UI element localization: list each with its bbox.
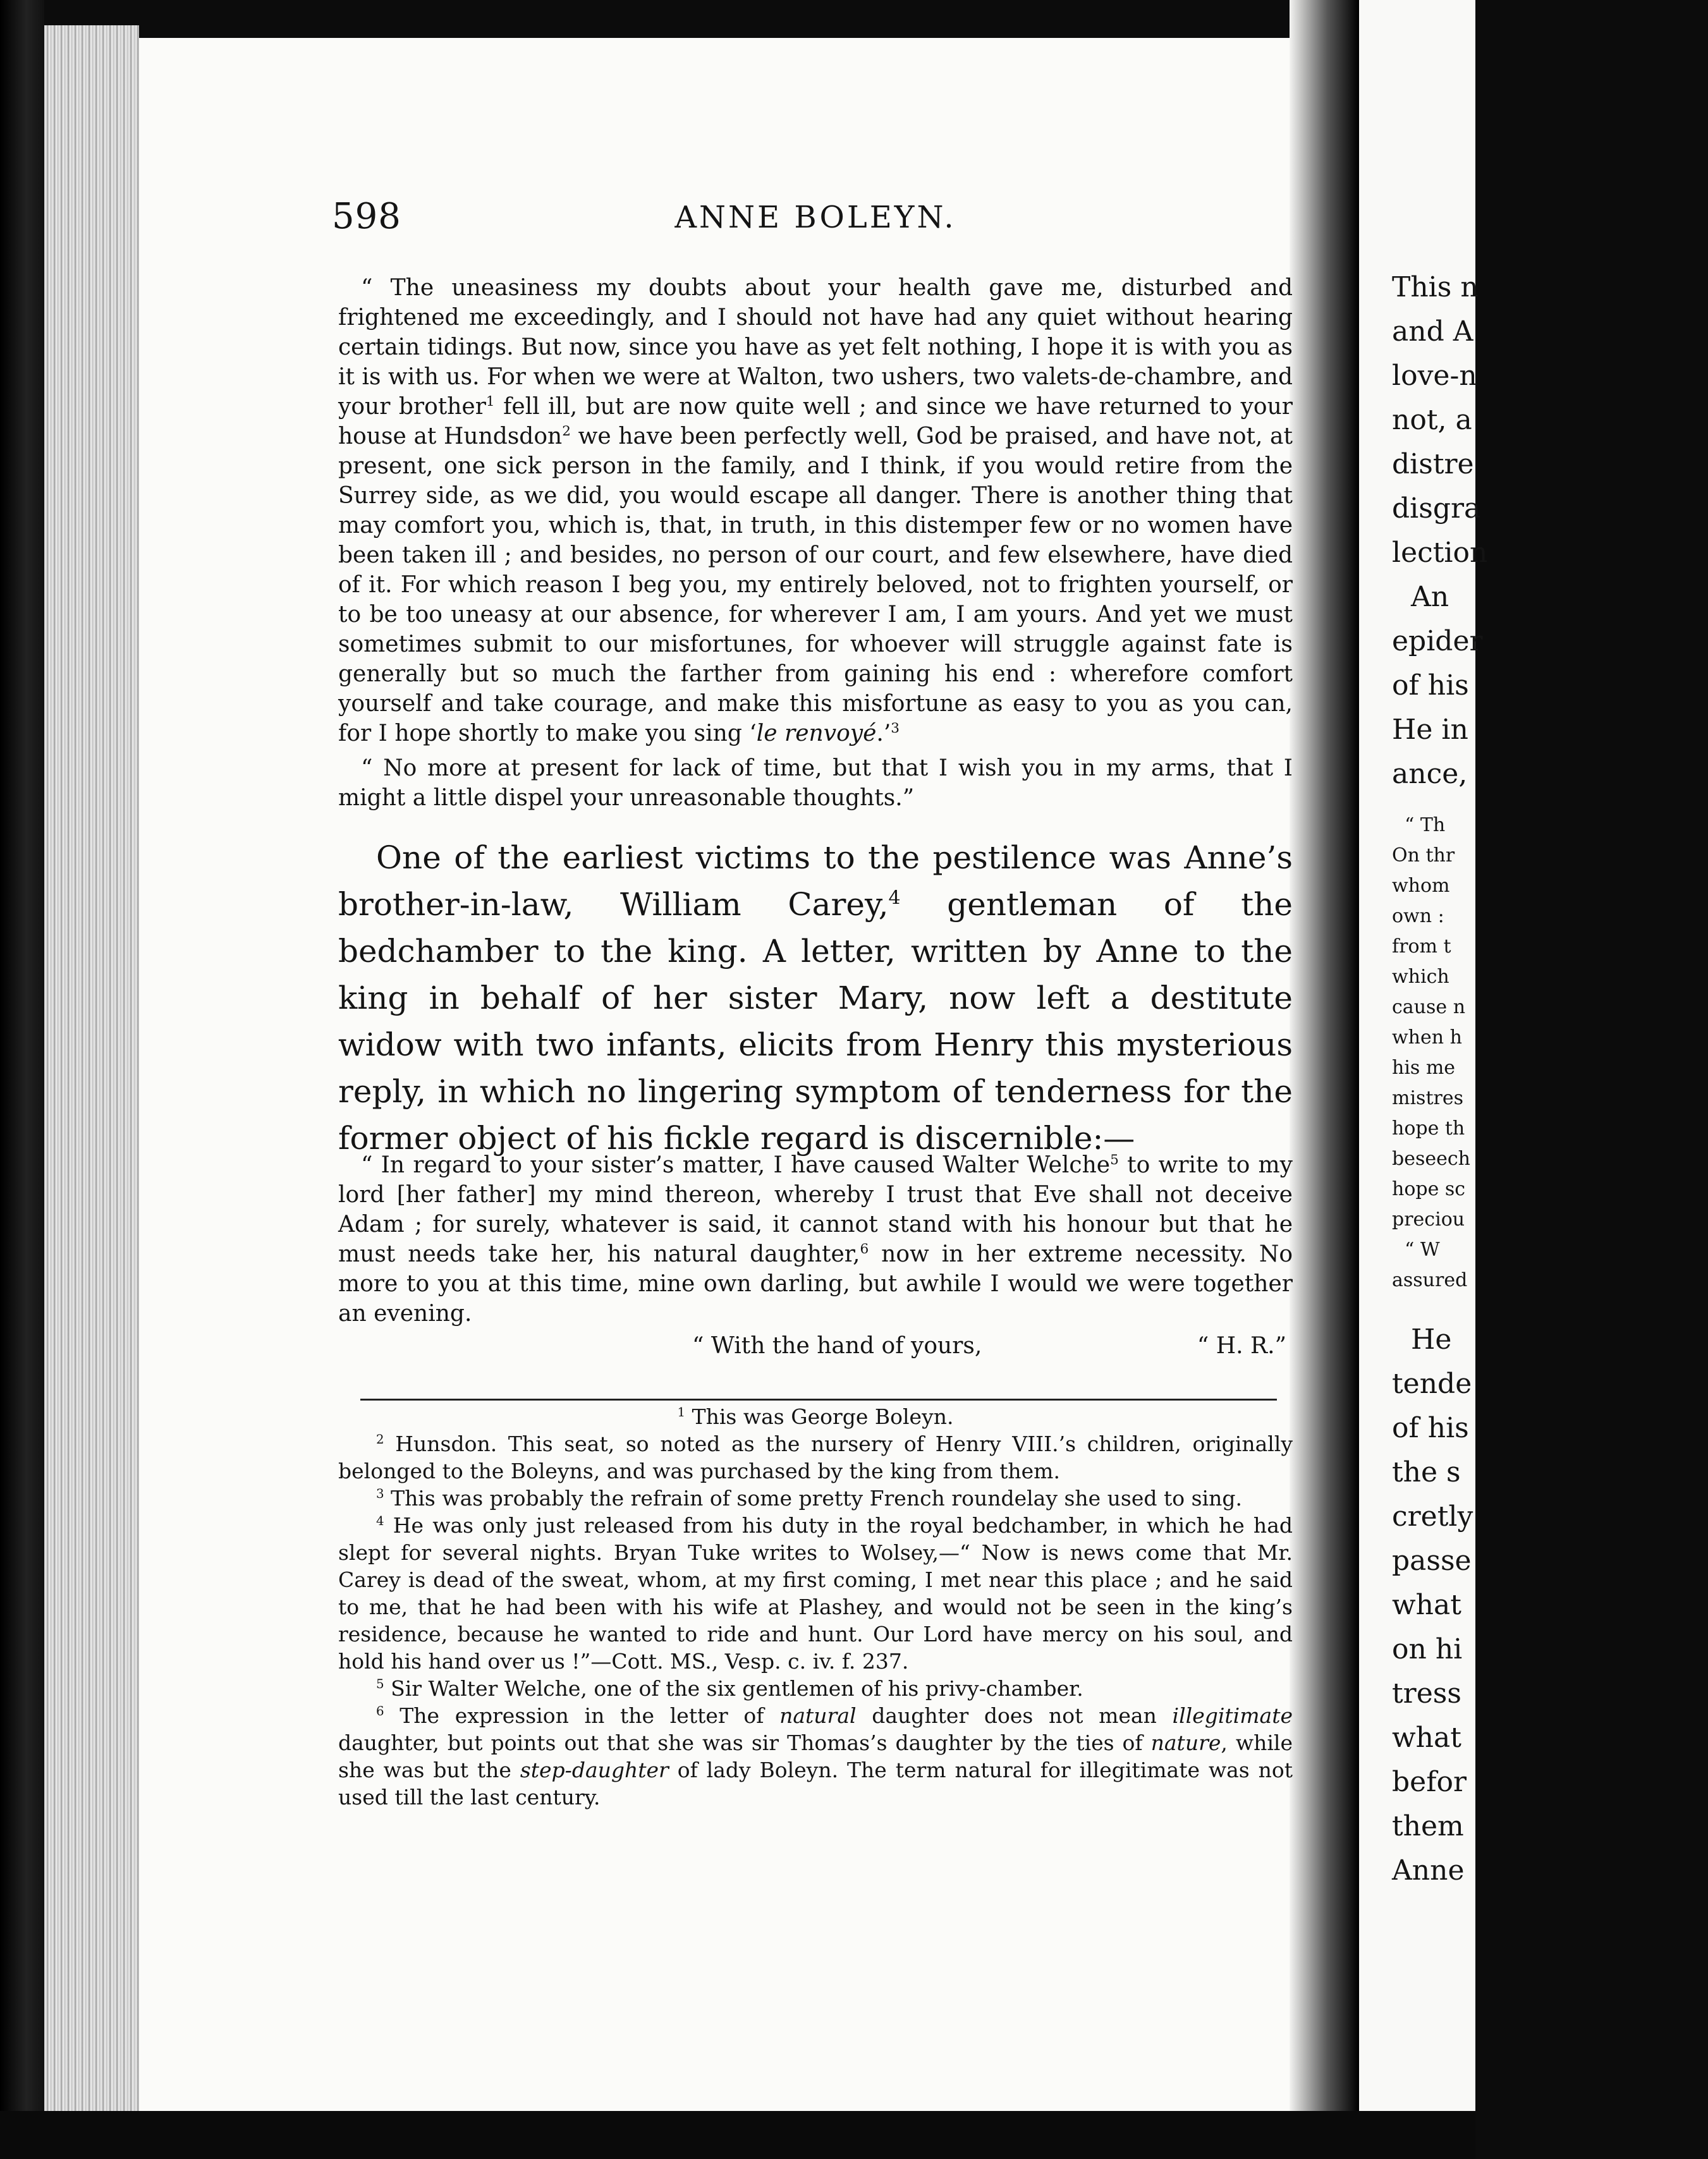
narrative-paragraph: One of the earliest victims to the pestilence was Anne’s brother-in-law, William Carey,$^4$ gentleman of the bedchamber to the king. A letter, written by Anne to the king in behalf of her sister Mary, now left a destitute widow with two infants, elicits from Henry this mysterious reply, in which no lingering symptom of tenderness for the former object of his fickle regard is discernible:— <box>338 839 1293 1157</box>
facing-line: hope th <box>1392 1117 1465 1140</box>
footnotes <box>338 1403 1293 1811</box>
facing-line: and A <box>1392 315 1473 348</box>
letter-signoff <box>338 1331 1293 1364</box>
letter-signature: “ H. R.” <box>1197 1333 1286 1359</box>
facing-page-bottom-lines <box>1392 1318 1708 1893</box>
facing-line: hope sc <box>1392 1178 1466 1200</box>
facing-line: “ Th <box>1405 814 1446 836</box>
facing-line: tende <box>1392 1368 1472 1400</box>
facing-line: assured <box>1392 1269 1468 1291</box>
facing-line: distre <box>1392 448 1474 480</box>
facing-line: preciou <box>1392 1208 1465 1231</box>
book-gutter <box>1290 0 1359 2159</box>
facing-line: when h <box>1392 1026 1462 1049</box>
facing-line: “ W <box>1405 1239 1440 1261</box>
page-edges <box>44 25 139 2159</box>
facing-line: On thr <box>1392 844 1455 867</box>
facing-line: disgra <box>1392 492 1481 525</box>
book-spine-shadow <box>0 0 44 2159</box>
footnote-mark: 6 <box>860 1241 869 1257</box>
footnote: $^6$ The expression in the letter of natural daughter does not mean illegitimate daughter, but points out that she was sir Thomas’s daughter by the ties of nature, while she was but the step-daughter of lady Boleyn. The term natural for illegitimate was not used till the last century. <box>338 1703 1293 1809</box>
facing-line: own : <box>1392 905 1444 927</box>
facing-line: beseech <box>1392 1148 1470 1170</box>
facing-page-small-lines <box>1392 810 1708 1296</box>
facing-line: what <box>1392 1589 1461 1621</box>
facing-line: cretly <box>1392 1500 1473 1533</box>
footnote-divider <box>360 1399 1277 1401</box>
footnote: $^3$ This was probably the refrain of some pretty French roundelay she used to sing. <box>376 1486 1242 1511</box>
footnote: $^2$ Hunsdon. This seat, so noted as the nursery of Henry VIII.’s children, originally belonged to the Boleyns, and was purchased by the king from them. <box>338 1432 1293 1483</box>
letter-one <box>338 273 1293 813</box>
page-number: 598 <box>332 196 401 237</box>
facing-line: his me <box>1392 1057 1456 1079</box>
facing-line: befor <box>1392 1766 1467 1798</box>
facing-line: of his <box>1392 669 1469 702</box>
letter-one-paragraph: “ The uneasiness my doubts about your health gave me, disturbed and frightened me exceedingly, and I should not have had any quiet without hearing certain tidings. But now, since you have as yet felt nothing, I hope it is with you as it is with us. For when we were at Walton, two ushers, two valets-de-chambre, and your brother$^1$ fell ill, but are now quite well ; and since we have returned to your house at Hundsdon$^2$ we have been perfectly well, God be praised, and have not, at present, one sick person in the family, and I think, if you would retire from the Surrey side, as we did, you would escape all danger. There is another thing that may comfort you, which is, that, in truth, in this distemper few or no women have been taken ill ; and besides, no person of our court, and few elsewhere, have died of it. For which reason I beg you, my entirely beloved, not to frighten yourself, or to be too uneasy at our absence, for wherever I am, I am yours. And yet we must sometimes submit to our misfortunes, for whoever will struggle against fate is generally but so much the farther from gaining his end : wherefore comfort yourself and take courage, and make this misfortune as easy to you as you can, for I hope shortly to make you sing ‘le renvoyé.’$^3$ <box>338 275 1293 746</box>
facing-line: tress <box>1392 1677 1461 1710</box>
facing-page <box>1359 0 1488 2159</box>
facing-line: them <box>1392 1810 1464 1842</box>
facing-line: This n <box>1392 271 1479 303</box>
facing-page-top-lines <box>1392 265 1708 575</box>
letter-two-paragraph: “ In regard to your sister’s matter, I have caused Walter Welche$^5$ to write to my lord [her father] my mind thereon, whereby I trust that Eve shall not deceive Adam ; for surely, whatever is said, it cannot stand with his honour but that he must needs take her, his natural daughter,$^6$ now in her extreme necessity. No more to you at this time, mine own darling, but awhile I would we were together an evening. <box>338 1152 1293 1327</box>
footnote: $^4$ He was only just released from his duty in the royal bedchamber, in which he had slept for several nights. Bryan Tuke writes to Wolsey,—“ Now is news come that Mr. Carey is dead of the sweat, whom, at my first coming, I met near this place ; and he said to me, that he had been with his wife at Plashey, and would not be seen in the king’s residence, because he wanted to ride and hunt. Our Lord have mercy on his soul, and hold his hand over us !”—Cott. MS., Vesp. c. iv. f. 237. <box>338 1513 1293 1674</box>
facing-line: of his <box>1392 1412 1469 1444</box>
facing-line: cause n <box>1392 996 1466 1018</box>
facing-line: love-n <box>1392 360 1477 392</box>
letter-two <box>338 1150 1293 1364</box>
facing-line: which <box>1392 966 1449 988</box>
facing-line: from t <box>1392 935 1451 958</box>
facing-line: not, a <box>1392 404 1472 436</box>
facing-line: mistres <box>1392 1087 1463 1109</box>
facing-line: what <box>1392 1722 1461 1754</box>
facing-page-mid-lines <box>1392 575 1708 796</box>
footnote: $^5$ Sir Walter Welche, one of the six gentlemen of his privy-chamber. <box>376 1676 1083 1701</box>
facing-line: the s <box>1392 1456 1461 1488</box>
footnote: $^1$ This was George Boleyn. <box>677 1404 954 1429</box>
footnote-mark: 5 <box>1110 1152 1119 1168</box>
running-head-title: ANNE BOLEYN. <box>674 200 956 235</box>
facing-line: He in <box>1392 714 1468 746</box>
letter-closing: “ With the hand of yours, <box>692 1333 982 1359</box>
facing-line: Anne <box>1392 1854 1465 1887</box>
letter-one-paragraph: “ No more at present for lack of time, but that I wish you in my arms, that I might a little dispel your unreasonable thoughts.” <box>338 755 1293 811</box>
facing-line: on hi <box>1392 1633 1463 1665</box>
facing-line: ance, <box>1392 758 1468 790</box>
running-head <box>332 196 1299 253</box>
facing-line: epider <box>1392 625 1483 657</box>
footnote-mark: 2 <box>562 423 571 439</box>
facing-line: lection <box>1392 537 1488 569</box>
footnote-mark: 3 <box>891 721 900 736</box>
footnote-mark: 4 <box>888 887 901 909</box>
scan-bottom-border <box>0 2111 1475 2159</box>
facing-line: An <box>1411 581 1449 613</box>
facing-line: whom <box>1392 875 1450 897</box>
facing-line: He <box>1411 1323 1452 1356</box>
facing-line: passe <box>1392 1545 1472 1577</box>
footnote-mark: 1 <box>485 394 495 410</box>
